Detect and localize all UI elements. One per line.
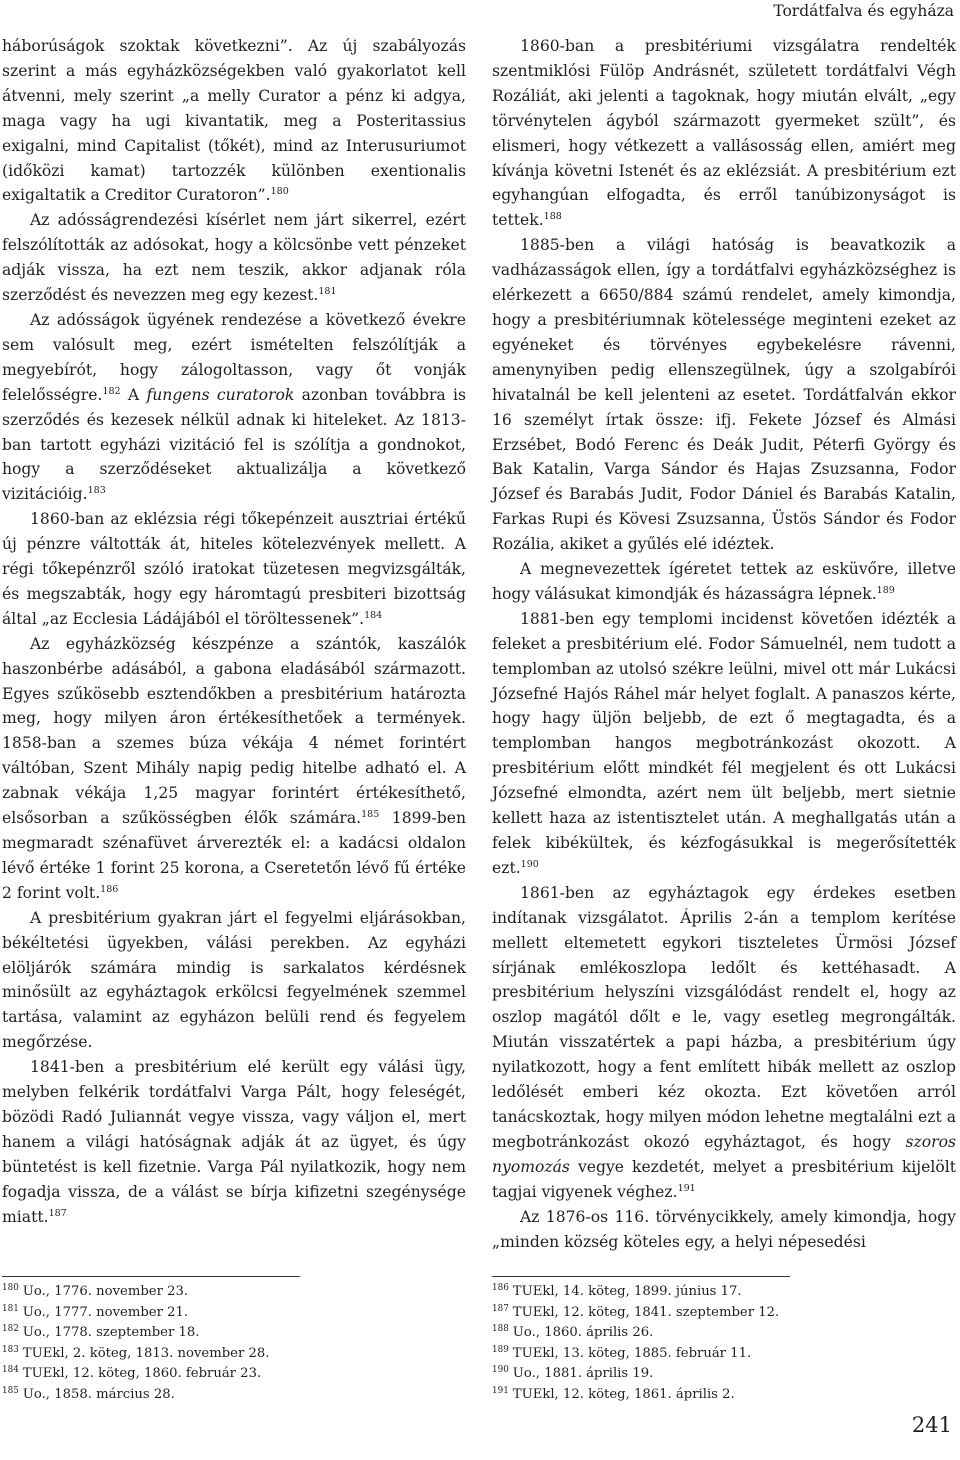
footnote-number: 187 — [492, 1303, 509, 1314]
footnote-text: Uo., 1860. április 26. — [512, 1325, 654, 1340]
paragraph — [492, 1205, 956, 1255]
footnote-number: 184 — [2, 1365, 19, 1375]
paragraph — [2, 308, 466, 507]
text-run: vegye kezdetét, melyet a presbitérium kijelölt tagjai vigyenek véghez. — [492, 1157, 956, 1201]
footnote-ref: 190 — [520, 858, 539, 870]
footnote-number: 183 — [2, 1344, 19, 1355]
footnote-ref: 182 — [102, 385, 121, 397]
footnote-rule-right — [492, 1276, 790, 1277]
footnote-text: TUEkl, 13. köteg, 1885. február 11. — [512, 1345, 752, 1361]
footnote — [2, 1344, 466, 1365]
paragraph — [2, 632, 466, 906]
paragraph — [2, 1055, 466, 1229]
footnotes-left — [2, 1282, 466, 1405]
footnote — [492, 1303, 956, 1324]
footnote — [2, 1323, 466, 1344]
paragraph — [2, 507, 466, 632]
footnote — [2, 1364, 466, 1385]
footnote-ref: 184 — [364, 609, 383, 621]
right-text-column — [492, 34, 956, 1254]
footnote-number: 180 — [2, 1283, 19, 1293]
footnote-ref: 188 — [543, 211, 562, 223]
footnote-number: 191 — [492, 1385, 509, 1396]
footnote — [492, 1282, 956, 1303]
footnote-text: TUEkl, 2. köteg, 1813. november 28. — [22, 1345, 270, 1361]
footnote-number: 186 — [492, 1283, 509, 1293]
footnote-ref: 180 — [270, 186, 289, 198]
footnote-text: TUEkl, 14. köteg, 1899. június 17. — [512, 1284, 742, 1299]
footnote-text: Uo., 1881. április 19. — [512, 1366, 654, 1381]
footnote-ref: 189 — [876, 584, 895, 596]
footnote-number: 181 — [2, 1303, 19, 1314]
footnote-text: Uo., 1858. március 28. — [22, 1386, 175, 1402]
footnote-text: Uo., 1778. szeptember 18. — [22, 1325, 200, 1340]
text-run: 1860-ban a presbitériumi vizsgálatra rendelték szentmiklósi Fülöp Andrásnét, született tordátfalvi Végh Rozáliát, aki jelenti a tagoknak, hogy miután elvált, „egy törvénytelen ágyból származott gyermeket szült”, és elismeri, hogy vétkezett a vallásosság ellen, amiért meg kívánja követni Istenét és az eklézsiát. A presbitérium ezt egyhangúan elfogadta, és erről tanúbizonyságot is tettek. — [492, 37, 956, 230]
footnote — [492, 1344, 956, 1365]
footnote-rule-left — [2, 1276, 300, 1277]
footnote-text: TUEkl, 12. köteg, 1860. február 23. — [22, 1366, 262, 1381]
footnote-text: TUEkl, 12. köteg, 1861. április 2. — [512, 1386, 735, 1402]
paragraph — [2, 34, 466, 208]
paragraph — [492, 557, 956, 607]
paragraph — [492, 233, 956, 557]
footnote — [492, 1385, 956, 1406]
text-run: A megnevezettek ígéretet tettek az esküvőre, illetve hogy válásukat kimondják és házasságra lépnek. — [492, 560, 956, 603]
footnote-ref: 187 — [48, 1207, 67, 1219]
footnote-number: 190 — [492, 1365, 509, 1375]
text-run: A — [120, 385, 147, 404]
text-run: 1841-ben a presbitérium elé került egy válási ügy, melyben felkérik tordátfalvi Varga Pált, hogy feleségét, bözödi Radó Juliannát vegye vissza, vagy váljon el, mert hanem a világi hatóságnak adják át az ügyet, és úgy büntetést is kell fizetnie. Varga Pál nyilatkozik, hogy nem fogadja vissza, de a válást se bírja kifizetni szegénysége miatt. — [2, 1058, 466, 1226]
paragraph — [492, 34, 956, 233]
footnote — [492, 1323, 956, 1344]
footnote-ref: 186 — [100, 883, 119, 895]
paragraph — [492, 881, 956, 1205]
footnote-number: 185 — [2, 1385, 19, 1396]
footnotes-right — [492, 1282, 956, 1405]
text-run: 1881-ben egy templomi incidenst követően idézték a feleket a presbitérium elé. Fodor Sámuelnél, nem tudott a templomban az utolsó székre leülni, mivel ott már Lukácsi Józsefné Hajós Ráhel már helyet foglalt. A panaszos kérte, hogy hagy üljön beljebb, de ezt ő megtagadta, és a templomban hangos megbotránkozást okozott. A presbitérium előtt mindkét fél megjelent és ott Lukácsi Józsefné elmondta, azért nem ült beljebb, mert sietnie kellett haza az istentisztelet után. A meghallgatás után a felek kibékültek, és kézfogásukkal is megerősítették ezt. — [492, 609, 956, 877]
footnote-text: Uo., 1776. november 23. — [22, 1284, 189, 1299]
page-number: 241 — [911, 1413, 952, 1437]
footnote-text: Uo., 1777. november 21. — [22, 1304, 189, 1320]
footnote-ref: 181 — [318, 286, 337, 298]
text-run: azonban továbbra is szerződés és kezesek nélkül adnak ki hiteleket. Az 1813-ban tartott egyházi vizitáció fel is szólítja a gondnokot, hogy a szerződéseket aktualizálja a következő vizitációig. — [2, 385, 466, 504]
text-run: 1861-ben az egyháztagok egy érdekes esetben indítanak vizsgálatot. Április 2-án a templom kerítése mellett eltemetett egykori tiszteletes Ürmösi József sírjának emlékoszlopa ledőlt és kettéhasadt. A presbitérium helyszíni vizsgálódást rendelt el, hogy az oszlop magától dőlt e le, vagy esetleg megrongálták. Miután visszatértek a papi házba, a presbitérium úgy nyilatkozott, hogy a fent említett hibák mellett az oszlop ledőlését emberi kéz okozta. Ezt követően arról tanácskoztak, hogy milyen módon lehetne megtalálni ezt a megbotránkozást okozó egyháztagot, és hogy — [492, 883, 956, 1151]
running-header: Tordátfalva és egyháza — [773, 2, 954, 20]
italic-text: szoros nyomozás — [492, 1132, 956, 1176]
footnote-text: TUEkl, 12. köteg, 1841. szeptember 12. — [512, 1304, 780, 1320]
text-run: Az adósságrendezési kísérlet nem járt sikerrel, ezért felszólították az adósokat, hogy a kölcsönbe vett pénzeket adják vissza, ha ezt nem teszik, akkor adjanak róla szerződést és nevezzen meg egy kezest. — [2, 211, 466, 305]
text-run: A presbitérium gyakran járt el fegyelmi eljárásokban, békéltetési ügyekben, válási perekben. Az egyházi elöljárók számára mindig is sarkalatos kérdésnek minősült az egyháztagok erkölcsi fegyelmének szemmel tartása, valamint az egyházon belüli rend és fegyelem megőrzése. — [2, 908, 466, 1052]
text-run: 1860-ban az eklézsia régi tőkepénzeit ausztriai értékű új pénzre váltották át, hiteles kötelezvények mellett. A régi tőkepénzről szóló iratokat tüzetesen megvizsgálták, és megszabták, hogy egy háromtagú presbiteri bizottság által „az Ecclesia Ládájából el töröltessenek”. — [2, 510, 466, 628]
footnote-ref: 183 — [87, 485, 106, 497]
text-run: Az adósságok ügyének rendezése a következő évekre sem valósult meg, ezért ismételten felszólítják a megyebírót, hogy zálogoltasson, vagy őt vonják felelősségre. — [2, 310, 466, 404]
paragraph — [492, 607, 956, 881]
footnote-number: 182 — [2, 1324, 19, 1334]
text-run: háborúságok szoktak következni”. Az új szabályozás szerint a más egyházközségekben való gyakorlatot kell átvenni, mely szerint „a melly Curator a pénz ki adgya, maga vagy ha ugi kivantatik, meg a Posteritassius exigalni, mind Capitalist (tőkét), mind az Interusuriumot (időközi kamat) tartozzék különben exentionalis exigaltatik a Creditor Curatoron”. — [2, 37, 466, 205]
footnote-ref: 191 — [677, 1182, 696, 1194]
left-text-column — [2, 34, 466, 1230]
text-run: 1885-ben a világi hatóság is beavatkozik a vadházasságok ellen, így a tordátfalvi egyházközséghez is elérkezett a 6650/884 számú rendelet, amely kimondja, hogy a presbitériumnak kötelessége meginteni ezeket az egyéneket és törvényes egybekelésre rávenni, amenynyiben pedig ellenszegülnek, úgy a szolgabírói hivatalnál be kell jelenteni az esetet. Tordátfalván ekkor 16 személyt írtak össze: ifj. Fekete József és Almási Erzsébet, Bodó Ferenc és Deák Judit, Péterfi György és Bak Katalin, Varga Sándor és Hajas Zsuzsanna, Fodor József és Barabás Judit, Fodor Dániel és Barabás Katalin, Farkas Rupi és Kövesi Zsuzsanna, Üstös Sándor és Fodor Rozália, akiket a gyűlés elé idéztek. — [492, 236, 956, 554]
footnote — [492, 1364, 956, 1385]
footnote — [2, 1282, 466, 1303]
footnote-ref: 185 — [361, 809, 380, 821]
footnote-number: 189 — [492, 1344, 509, 1355]
text-run: Az egyházközség készpénze a szántók, kaszálók haszonbérbe adásából, a gabona eladásából származott. Egyes szűkösebb esztendőkben a presbitérium határozta meg, hogy milyen áron értékesíthetőek a termények. 1858-ban a szemes búza vékája 4 német forintért váltóban, Szent Mihály napig pedig hitelbe adható el. A zabnak vékája 1,25 magyar forintért értékesíthető, elsősorban a szűkösségben élők számára. — [2, 634, 466, 828]
footnote — [2, 1303, 466, 1324]
footnote — [2, 1385, 466, 1406]
text-run: 1899-ben megmaradt szénafüvet árverezték el: a kadácsi oldalon lévő értéke 1 forint 25 korona, a Cseretetőn lévő fű értéke 2 forint volt. — [2, 809, 467, 902]
text-run: Az 1876-os 116. törvénycikkely, amely kimondja, hogy „minden község köteles egy, a helyi népesedési — [492, 1207, 956, 1251]
italic-text: fungens curatorok — [146, 385, 295, 404]
footnote-number: 188 — [492, 1324, 509, 1334]
paragraph — [2, 906, 466, 1055]
paragraph — [2, 208, 466, 308]
